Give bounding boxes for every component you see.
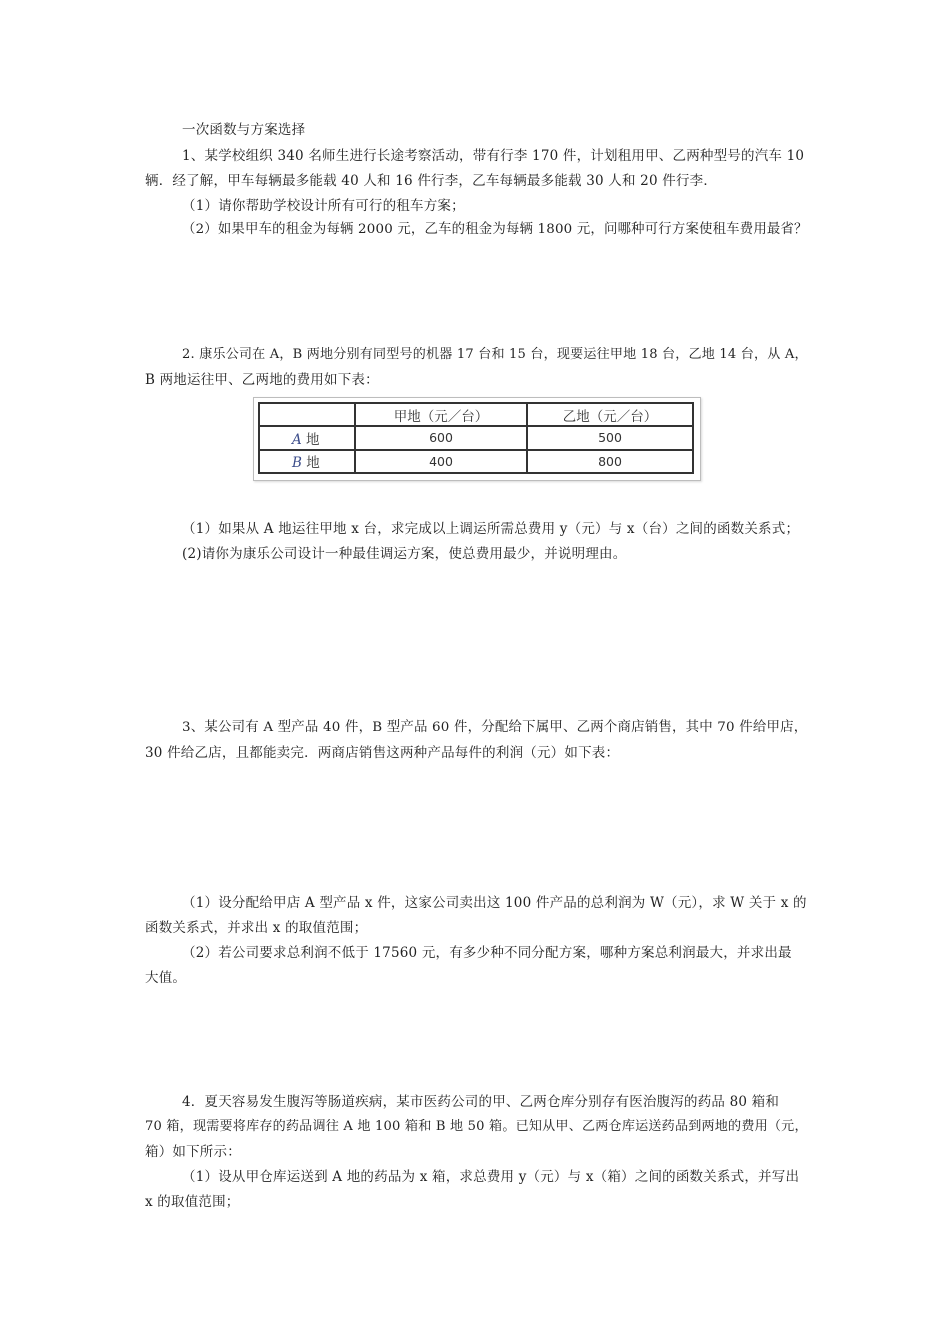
problem4-question1-line2: x 的取值范围； [145,1194,240,1210]
row-label-text: 地 [306,431,320,448]
problem3-question2-line1: （2）若公司要求总利润不低于 17560 元，有多少种不同分配方案，哪种方案总利润最大，并求出最 [182,945,792,961]
cost-table-row-label [259,450,355,473]
problem4-question1-line1: （1）设从甲仓库运送到 A 地的药品为 x 箱，求总费用 y（元）与 x（箱）之间的函数关系式，并写出 [182,1169,800,1185]
cost-table-cell: 600 [355,426,527,449]
problem2-line1: 2. 康乐公司在 A，B 两地分别有同型号的机器 17 台和 15 台，现要运往甲地 18 台，乙地 14 台，从 A， [182,347,808,362]
problem1-line2: 辆．经了解，甲车每辆最多能载 40 人和 16 件行李，乙车每辆最多能载 30 人和 20 件行李． [145,173,718,189]
problem4-line1: 4．夏天容易发生腹泻等肠道疾病，某市医药公司的甲、乙两仓库分别存有医治腹泻的药品 80 箱和 [182,1094,780,1110]
problem3-question1-line2: 函数关系式，并求出 x 的取值范围； [145,920,368,936]
row-label-text: 地 [306,455,320,472]
cost-table-cell: 800 [527,450,693,473]
cost-table-row-b [259,450,693,473]
problem2-line2: B 两地运往甲、乙两地的费用如下表： [145,372,379,388]
problem3-line2: 30 件给乙店，且都能卖完．两商店销售这两种产品每件的利润（元）如下表： [145,745,620,761]
cost-table-cell: 500 [527,426,693,449]
problem2-question1: （1）如果从 A 地运往甲地 x 台，求完成以上调运所需总费用 y（元）与 x（台）之间的函数关系式； [182,521,800,537]
problem4-line3: 箱）如下所示： [145,1144,241,1160]
problem2-question2: (2)请你为康乐公司设计一种最佳调运方案，使总费用最少，并说明理由。 [182,546,627,562]
problem3-question2-line2: 大值。 [145,970,187,986]
problem3-question1-line1: （1）设分配给甲店 A 型产品 x 件，这家公司卖出这 100 件产品的总利润为 W（元），求 W 关于 x 的 [182,895,807,911]
problem4-line2: 70 箱，现需要将库存的药品调往 A 地 100 箱和 B 地 50 箱。已知从甲、乙两仓库运送药品到两地的费用（元， [145,1119,808,1134]
problem3-line1: 3、某公司有 A 型产品 40 件，B 型产品 60 件，分配给下属甲、乙两个商店销售，其中 70 件给甲店， [182,720,808,735]
row-letter: B [292,455,302,472]
cost-table [258,402,694,474]
cost-table-header-empty [259,403,355,426]
cost-table-row-a [259,426,693,449]
cost-table-header-yi: 乙地（元／台） [527,403,693,426]
problem1-question2: （2）如果甲车的租金为每辆 2000 元，乙车的租金为每辆 1800 元，问哪种可行方案使租车费用最省？ [182,222,808,237]
row-letter: A [292,431,302,448]
cost-table-header-row [259,403,693,426]
cost-table-header-jia: 甲地（元／台） [355,403,527,426]
cost-table-cell: 400 [355,450,527,473]
document-title: 一次函数与方案选择 [182,122,306,138]
cost-table-image [253,397,701,481]
cost-table-row-label [259,426,355,449]
problem1-question1: （1）请你帮助学校设计所有可行的租车方案； [182,198,465,214]
problem1-line1: 1、某学校组织 340 名师生进行长途考察活动，带有行李 170 件，计划租用甲、乙两种型号的汽车 10 [182,148,805,164]
